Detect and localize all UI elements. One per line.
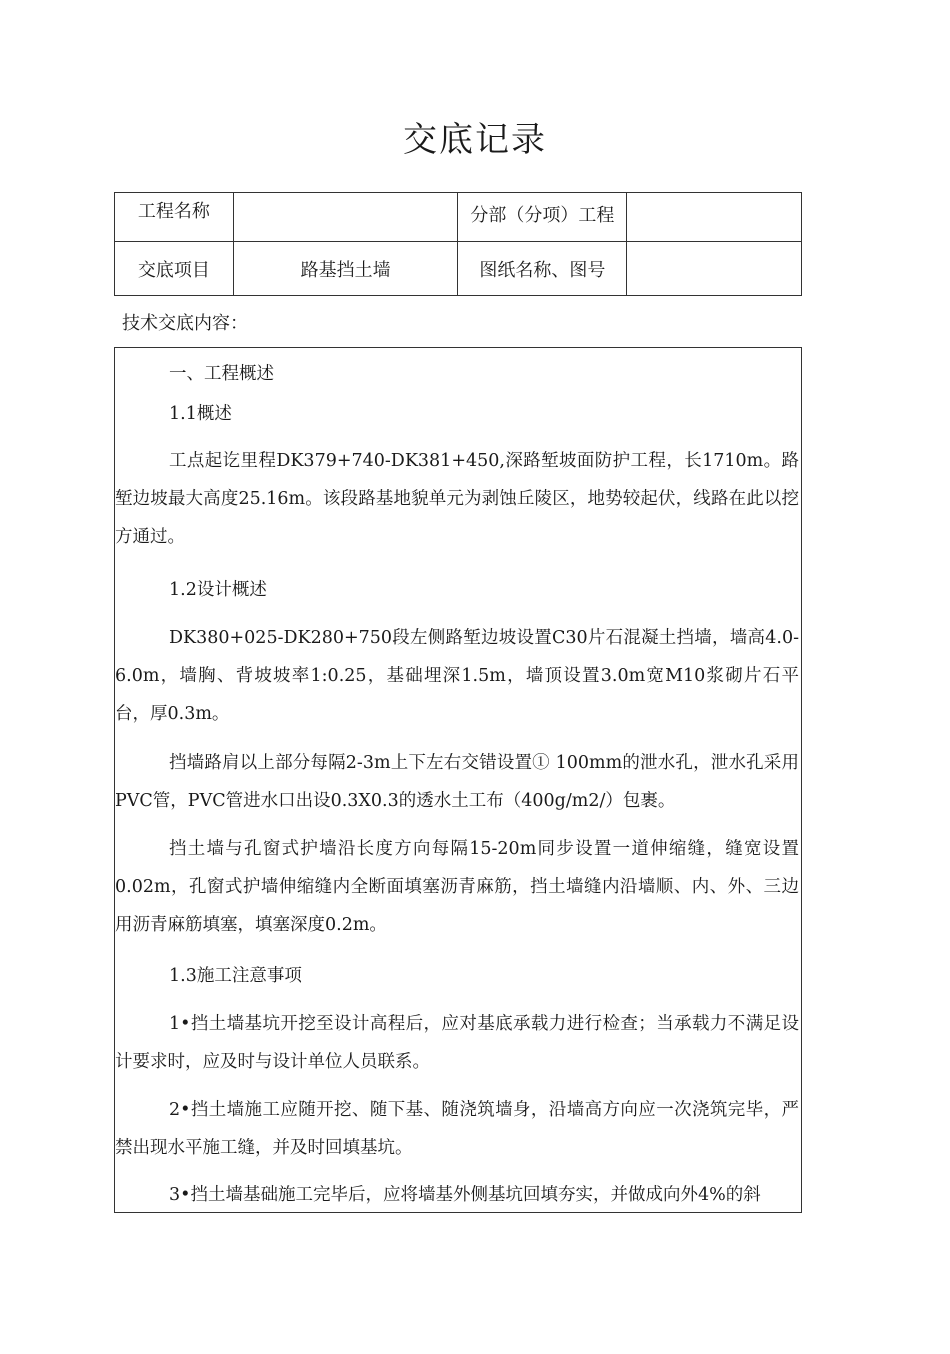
project-name-value-cell[interactable] — [233, 193, 458, 242]
subsection-heading: 1.3施工注意事项 — [169, 966, 302, 986]
project-name-value — [234, 193, 458, 197]
item-value-cell[interactable] — [233, 242, 458, 296]
tech-content-box — [114, 347, 802, 1213]
paragraph: DK380+025-DK280+750段左侧路堑边坡设置C30片石混凝土挡墙，墙高4.0-6.0m，墙胸、背坡坡率1:0.25，基础埋深1.5m，墙顶设置3.0m宽M10浆砌片石平台，厚0.3m。 — [115, 628, 799, 724]
tech-content-label: 技术交底内容： — [122, 313, 248, 334]
project-name-label: 工程名称 — [137, 201, 210, 222]
subdivision-label-cell — [458, 193, 627, 242]
paragraph: 工点起讫里程DK379+740-DK381+450,深路堑坡面防护工程，长1710m。路堑边坡最大高度25.16m。该段路基地貌单元为剥蚀丘陵区，地势较起伏，线路在此以挖方通过。 — [115, 451, 799, 547]
paragraph: 1•挡土墙基坑开挖至设计高程后，应对基底承载力进行检查；当承载力不满足设计要求时，应及时与设计单位人员联系。 — [115, 1014, 799, 1072]
item-label-cell — [115, 242, 234, 296]
item-label: 交底项目 — [137, 259, 210, 281]
paragraph: 挡土墙与孔窗式护墙沿长度方向每隔15-20m同步设置一道伸缩缝，缝宽设置0.02m，孔窗式护墙伸缩缝内全断面填塞沥青麻筋，挡土墙缝内沿墙顺、内、外、三边用沥青麻筋填塞，填塞深度0.2m。 — [115, 839, 799, 935]
section-heading: 一、工程概述 — [169, 364, 274, 384]
table-row — [115, 193, 802, 242]
drawing-label-cell — [458, 242, 627, 296]
paragraph: 挡墙路肩以上部分每隔2-3m上下左右交错设置① 100mm的泄水孔，泄水孔采用PVC管，PVC管进水口出设0.3X0.3的透水土工布（400g/m2/）包裹。 — [115, 753, 799, 811]
subsection-heading: 1.2设计概述 — [169, 580, 267, 600]
item-value: 路基挡土墙 — [300, 259, 391, 281]
subdivision-label: 分部（分项）工程 — [470, 205, 615, 226]
paragraph: 3•挡土墙基础施工完毕后，应将墙基外侧基坑回填夯实，并做成向外4%的斜 — [169, 1185, 761, 1205]
drawing-label: 图纸名称、图号 — [479, 259, 606, 281]
document-title: 交底记录 — [403, 120, 547, 160]
subdivision-value-cell[interactable] — [627, 193, 802, 242]
subsection-heading: 1.1概述 — [169, 404, 232, 424]
info-table — [114, 192, 802, 296]
paragraph: 2•挡土墙施工应随开挖、随下基、随浇筑墙身，沿墙高方向应一次浇筑完毕，严禁出现水平施工缝，并及时回填基坑。 — [115, 1100, 799, 1158]
project-name-label-cell — [115, 193, 234, 242]
subdivision-value — [627, 193, 801, 197]
drawing-value-cell[interactable] — [627, 242, 802, 296]
table-row — [115, 242, 802, 296]
